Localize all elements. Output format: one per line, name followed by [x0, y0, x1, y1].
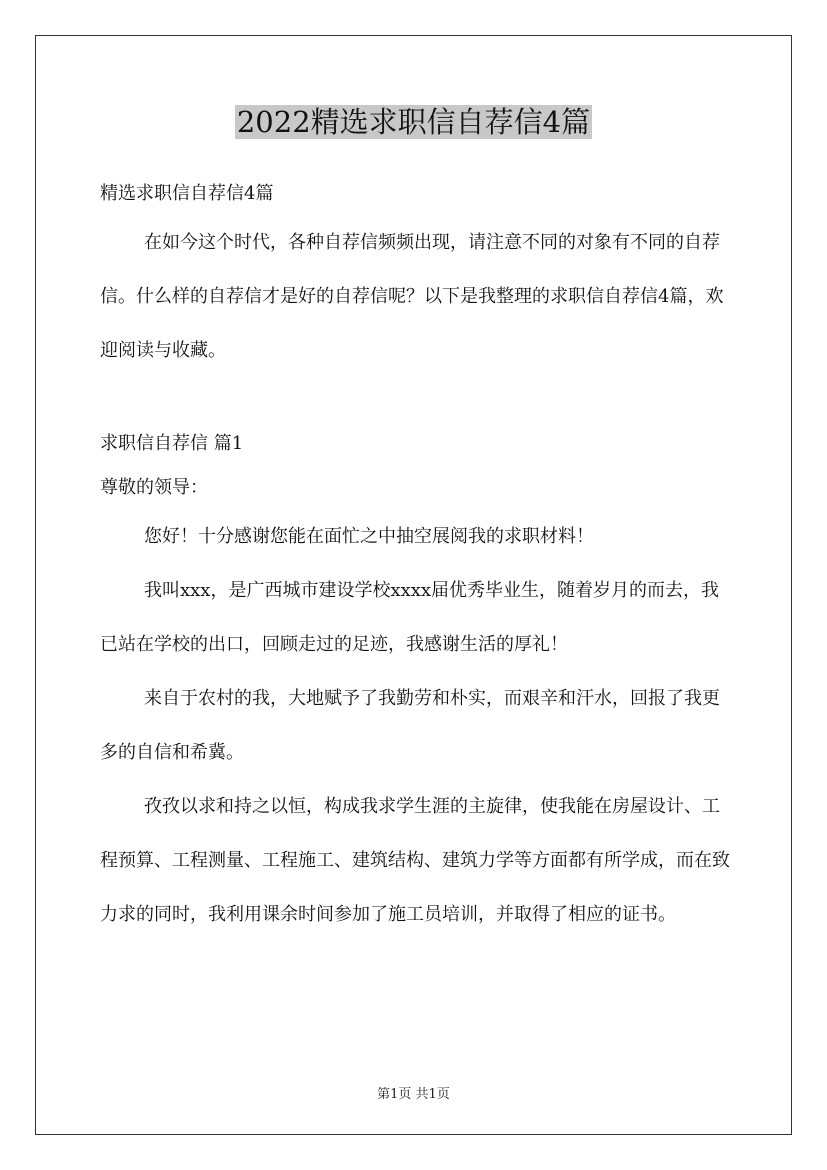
document-title-text: 2022精选求职信自荐信4篇 [236, 105, 591, 139]
intro-paragraph: 在如今这个时代，各种自荐信频频出现，请注意不同的对象有不同的自荐信。什么样的自荐信才是好的自荐信呢？以下是我整理的求职信自荐信4篇，欢迎阅读与收藏。 [100, 232, 724, 361]
section-spacer [100, 378, 734, 422]
salutation: 尊敬的领导： [100, 477, 208, 498]
document-title [0, 100, 827, 144]
body-paragraph: 您好！十分感谢您能在面忙之中抽空展阅我的求职材料！ [144, 526, 594, 547]
page-footer: 第1页 共1页 [377, 1087, 450, 1102]
body-paragraph: 孜孜以求和持之以恒，构成我求学生涯的主旋律，使我能在房屋设计、工程预算、工程测量、工程施工、建筑结构、建筑力学等方面都有所学成，而在致力求的同时，我利用课余时间参加了施工员培训，并取得了相应的证书。 [100, 796, 730, 925]
body-paragraph: 我叫xxx，是广西城市建设学校xxxx届优秀毕业生，随着岁月的而去，我已站在学校的出口，回顾走过的足迹，我感谢生活的厚礼！ [100, 580, 720, 655]
document-body [100, 172, 734, 942]
document-subtitle: 精选求职信自荐信4篇 [100, 183, 274, 204]
body-paragraph: 来自于农村的我，大地赋予了我勤劳和朴实，而艰辛和汗水，回报了我更多的自信和希冀。 [100, 688, 720, 763]
section-heading: 求职信自荐信 篇1 [100, 433, 244, 454]
